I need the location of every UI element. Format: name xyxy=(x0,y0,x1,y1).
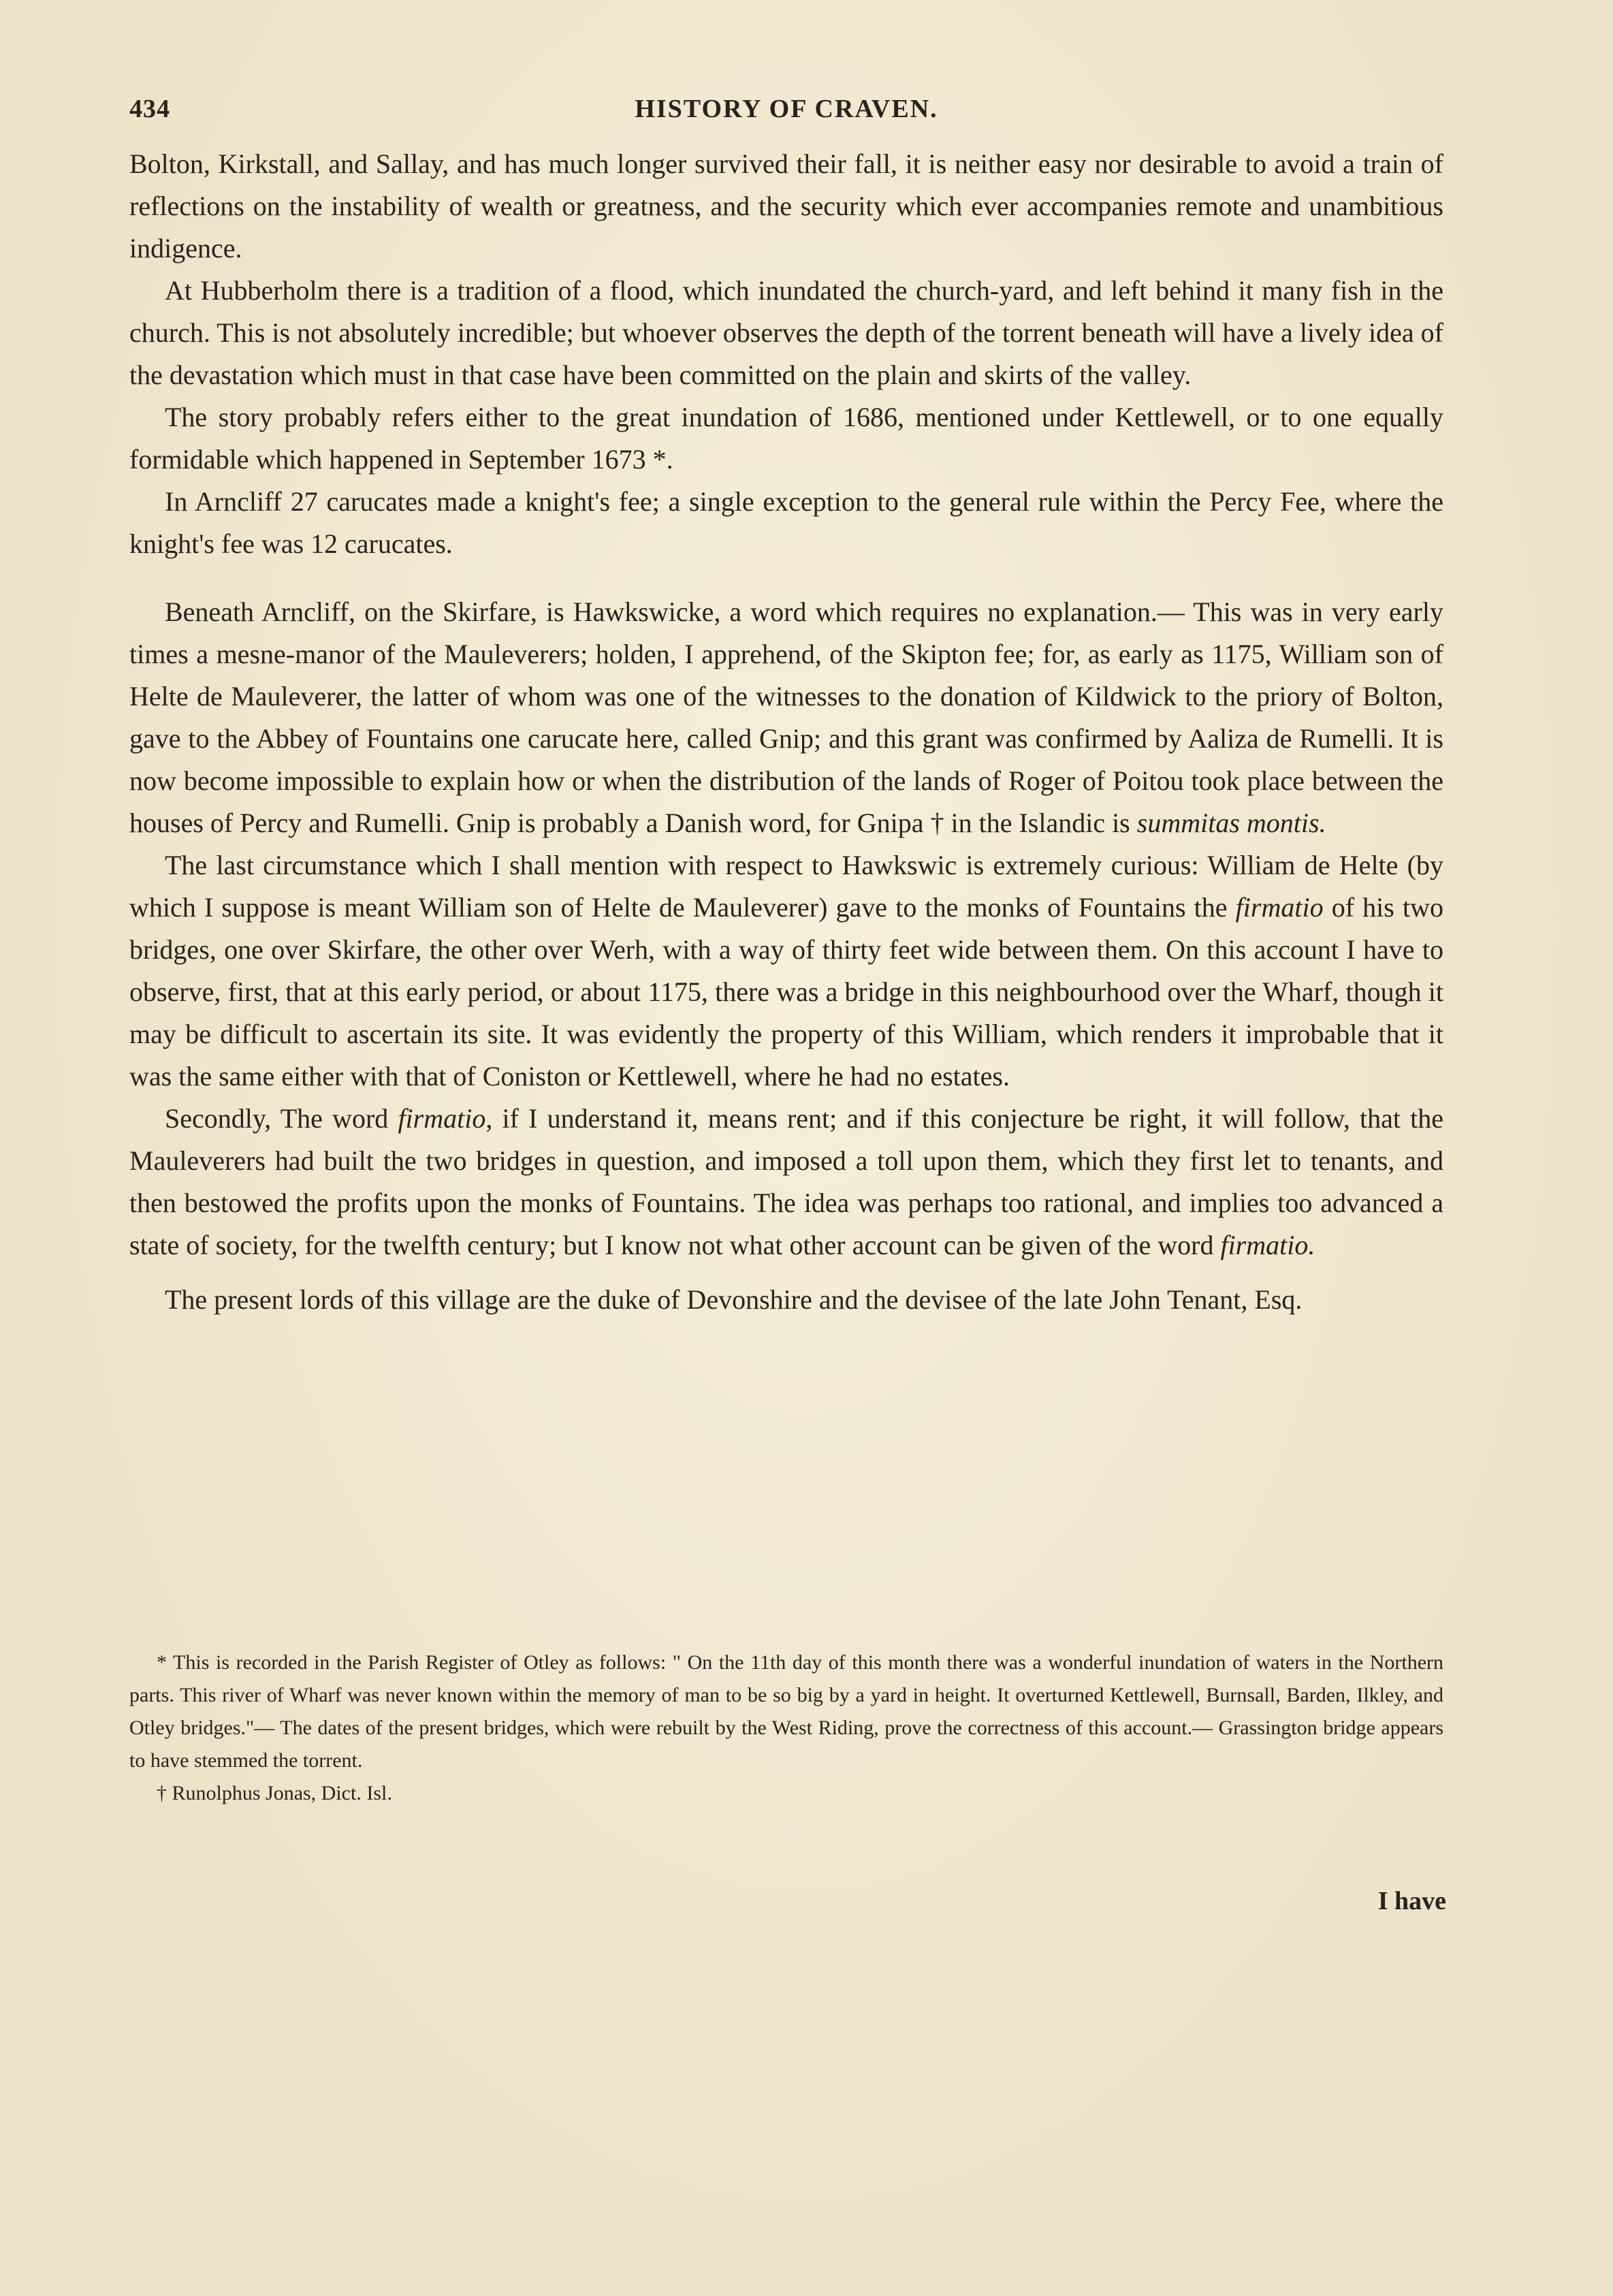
paragraph-secondly xyxy=(129,1098,1443,1266)
paragraph-continuation: Bolton, Kirkstall, and Sallay, and has much longer survived their fall, it is neither easy nor desirable to avoid a train of reflections on the instability of wealth or greatness, and the security which ever accompanies remote and unambitious indigence. xyxy=(129,148,1443,264)
firmatio-term: firmatio xyxy=(1235,892,1324,923)
footnotes xyxy=(129,1646,1443,1810)
secondly-rest: , if I understand it, means rent; and if this conjecture be right, it will follow, that the Mauleverers had built the two bridges in question, and imposed a toll upon them, which they first let to tenants, and then bestowed the profits upon the monks of Fountains. The idea was perhaps too rational, and implies too advanced a state of society, for the twelfth century; but I know not what other account can be given of the word xyxy=(129,1103,1443,1260)
paragraph-hubberholm: At Hubberholm there is a tradition of a flood, which inundated the church-yard, and left behind it many fish in the church. This is not absolutely incredible; but whoever observes the depth of the torrent beneath will have a lively idea of the devastation which must in that case have been committed on the plain and skirts of the valley. xyxy=(129,275,1443,390)
footnote-dagger: † Runolphus Jonas, Dict. Isl. xyxy=(157,1782,392,1804)
page-header xyxy=(129,94,1443,135)
running-title: HISTORY OF CRAVEN. xyxy=(635,95,938,123)
paragraph-hawkswicke xyxy=(129,591,1443,844)
footnote-asterisk: * This is recorded in the Parish Register of Otley as follows: " On the 11th day of this month there was a wonderful inundation of waters in the Northern parts. This river of Wharf was never known within the memory of man to be so big by a yard in height. It overturned Kettlewell, Burnsall, Barden, Ilkley, and Otley bridges."— The dates of the present bridges, which were rebuilt by the West Riding, prove the correctness of this account.— Grassington bridge appears to have stemmed the torrent. xyxy=(129,1651,1443,1772)
last-circumstance-text: The last circumstance which I shall mention with respect to Hawkswic is extremely curious: William de Helte (by which I suppose is meant William son of Helte de Mauleverer) gave to the monks of Fountains the xyxy=(129,850,1443,923)
paragraph-inundation: The story probably refers either to the great inundation of 1686, mentioned under Kettlewell, or to one equally formidable which happened in September 1673 *. xyxy=(129,402,1443,475)
last-circumstance-rest: of his two bridges, one over Skirfare, the other over Werh, with a way of thirty feet wide between them. On this account I have to observe, first, that at this early period, or about 1175, there was a bridge in this neighbourhood over the Wharf, though it may be difficult to ascertain its site. It was evidently the property of this William, which renders it improbable that it was the same either with that of Coniston or Kettlewell, where he had no estates. xyxy=(129,892,1443,1091)
paragraph-last-circumstance xyxy=(129,844,1443,1098)
hawkswicke-text: Beneath Arncliff, on the Skirfare, is Hawkswicke, a word which requires no explanation.— This was in very early times a mesne-manor of the Mauleverers; holden, I apprehend, of the Skipton fee; for, as early as 1175, William son of Helte de Mauleverer, the latter of whom was one of the witnesses to the donation of Kildwick to the priory of Bolton, gave to the Abbey of Fountains one carucate here, called Gnip; and this grant was confirmed by Aaliza de Rumelli. It is now become impossible to explain how or when the distribution of the lands of Roger of Poitou took place between the houses of Percy and Rumelli. Gnip is probably a Danish word, for Gnipa † in the Islandic is xyxy=(129,596,1443,838)
firmatio-term-2: firmatio xyxy=(398,1103,486,1134)
catchword: I have xyxy=(1377,1887,1446,1915)
firmatio-term-3: firmatio. xyxy=(1220,1230,1315,1260)
page-number: 434 xyxy=(129,95,170,123)
secondly-text: Secondly, The word xyxy=(165,1103,389,1134)
paragraph-arncliff: In Arncliff 27 carucates made a knight's fee; a single exception to the general rule within the Percy Fee, where the knight's fee was 12 carucates. xyxy=(129,486,1443,559)
body-text xyxy=(129,143,1443,1321)
summitas-montis: summitas montis. xyxy=(1136,808,1326,838)
paragraph-present-lords: The present lords of this village are the duke of Devonshire and the devisee of the late John Tenant, Esq. xyxy=(165,1284,1303,1315)
